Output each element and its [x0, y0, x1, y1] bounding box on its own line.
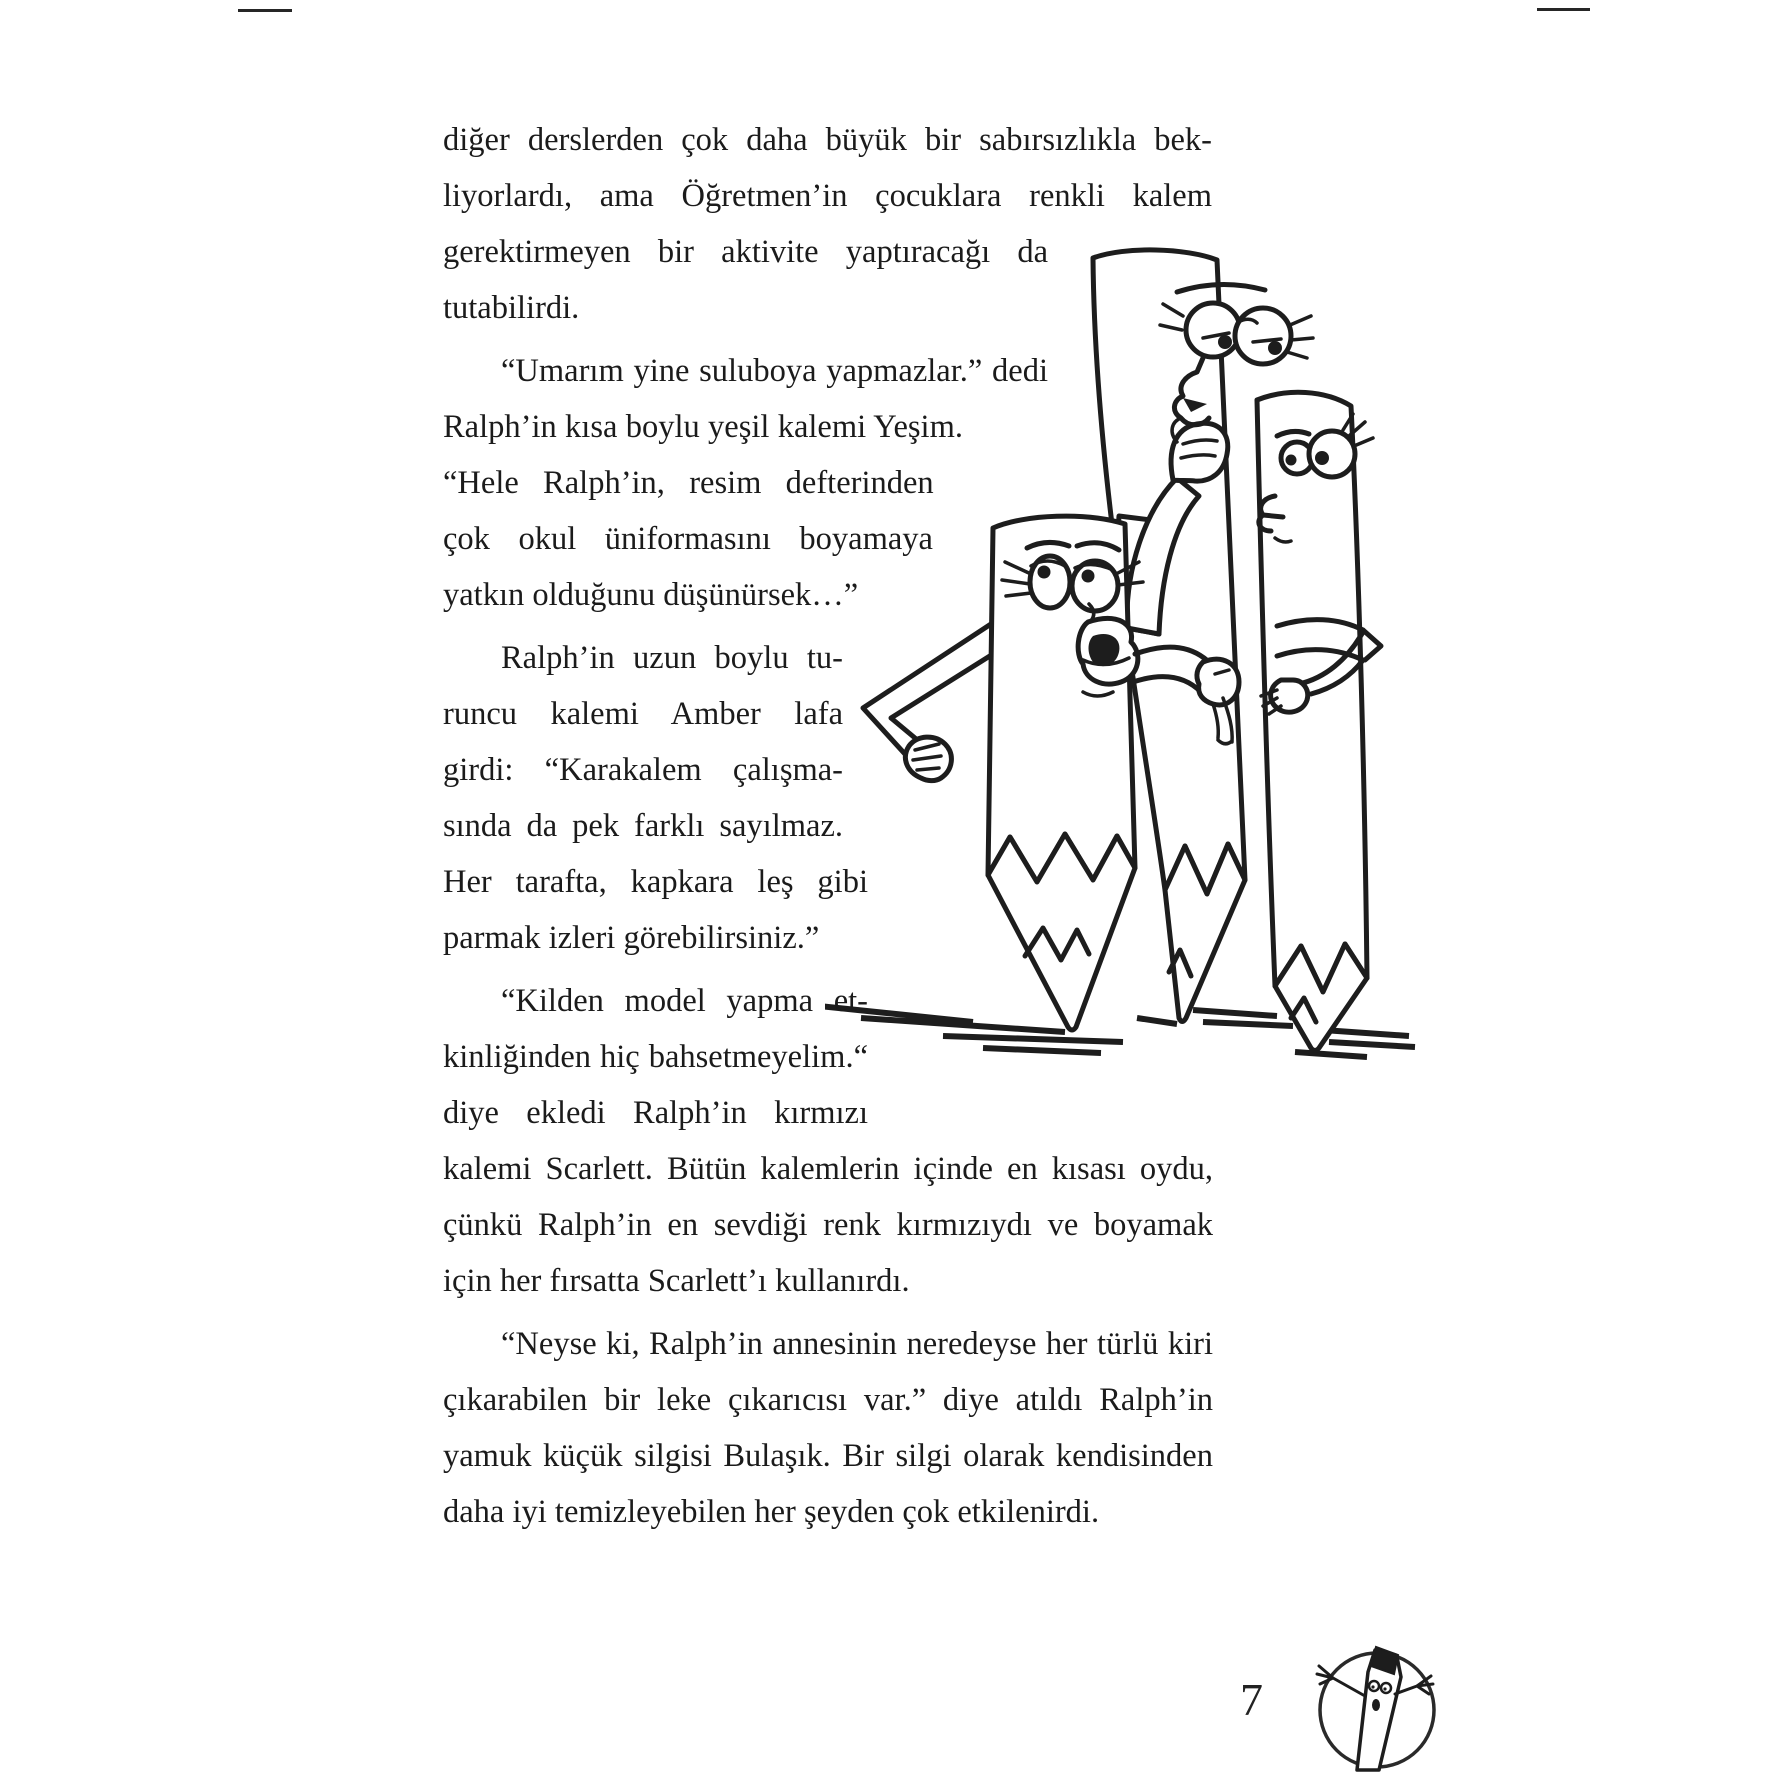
left-pencil-pointing-hand	[1197, 659, 1239, 705]
pencil-badge	[1305, 1632, 1445, 1772]
top-left-trim-mark	[238, 9, 292, 12]
paragraph-2: “Umarım yine suluboya yapmazlar.” dedi Ralph’in kısa boylu yeşil kalemi Yeşim. “Hele Ralph’in, resim defterinden çok okul üniformasını boyamaya yatkın olduğunu düşünürsek…”	[443, 353, 1048, 613]
right-pencil-elbow	[1363, 630, 1381, 660]
pencil-badge-svg	[1305, 1632, 1445, 1772]
page-number: 7	[1240, 1674, 1263, 1725]
badge-pencil-mouth	[1372, 1699, 1380, 1711]
badge-pencil-left-pupil	[1371, 1685, 1374, 1688]
middle-pencil-shadow	[1137, 1010, 1293, 1026]
paragraph-1: diğer derslerden çok daha büyük bir sabırsızlıkla bekliyorlardı, ama Öğretmen’in çocuklara renkli kalem gerektirmeyen bir aktivite yaptıracağı da tutabilirdi.	[443, 122, 1212, 326]
badge-pencil-right-pupil	[1383, 1687, 1386, 1690]
float-spacer	[1212, 112, 1213, 230]
right-pencil-left-pupil	[1286, 455, 1297, 466]
top-right-trim-mark	[1537, 8, 1590, 11]
middle-pencil-glasses-left-lens	[1186, 303, 1240, 357]
middle-pencil-glasses-right-lens	[1235, 308, 1291, 364]
left-pencil-tip	[988, 834, 1135, 1030]
paragraph-5: “Neyse ki, Ralph’in annesinin neredeyse her türlü kiri çıkarabilen bir leke çıkarıcısı var.” diye atıldı Ralph’in yamuk küçük silgisi Bulaşık. Bir silgi olarak kendisinden daha iyi temizleyebilen her şeyden çok etkilenirdi.	[443, 1326, 1213, 1530]
middle-pencil-left-pupil	[1218, 335, 1232, 349]
paragraph-3: Ralph’in uzun boylu turuncu kalemi Amber lafa girdi: “Karakalem çalışmasında da pek farklı sayılmaz. Her tarafta, kapkara leş gibi parmak izleri görebilirsiniz.”	[443, 640, 868, 956]
left-pencil-right-pupil	[1082, 570, 1095, 583]
paragraph-4: “Kilden model yapma etkinliğinden hiç bahsetmeyelim.“ diye ekledi Ralph’in kırmızı kalemi Scarlett. Bütün kalemlerin içinde en kısası oydu, çünkü Ralph’in en sevdiği renk kırmızıydı ve boyamak için her fırsatta Scarlett’ı kullanırdı.	[443, 983, 1213, 1299]
left-pencil-left-pupil	[1038, 566, 1051, 579]
page-text-column	[443, 112, 1213, 1547]
middle-pencil-right-pupil	[1268, 341, 1282, 355]
right-pencil	[1257, 392, 1381, 1050]
middle-pencil-hand	[1171, 423, 1228, 481]
right-pencil-right-eye	[1309, 431, 1355, 477]
right-pencil-right-pupil	[1315, 451, 1329, 465]
